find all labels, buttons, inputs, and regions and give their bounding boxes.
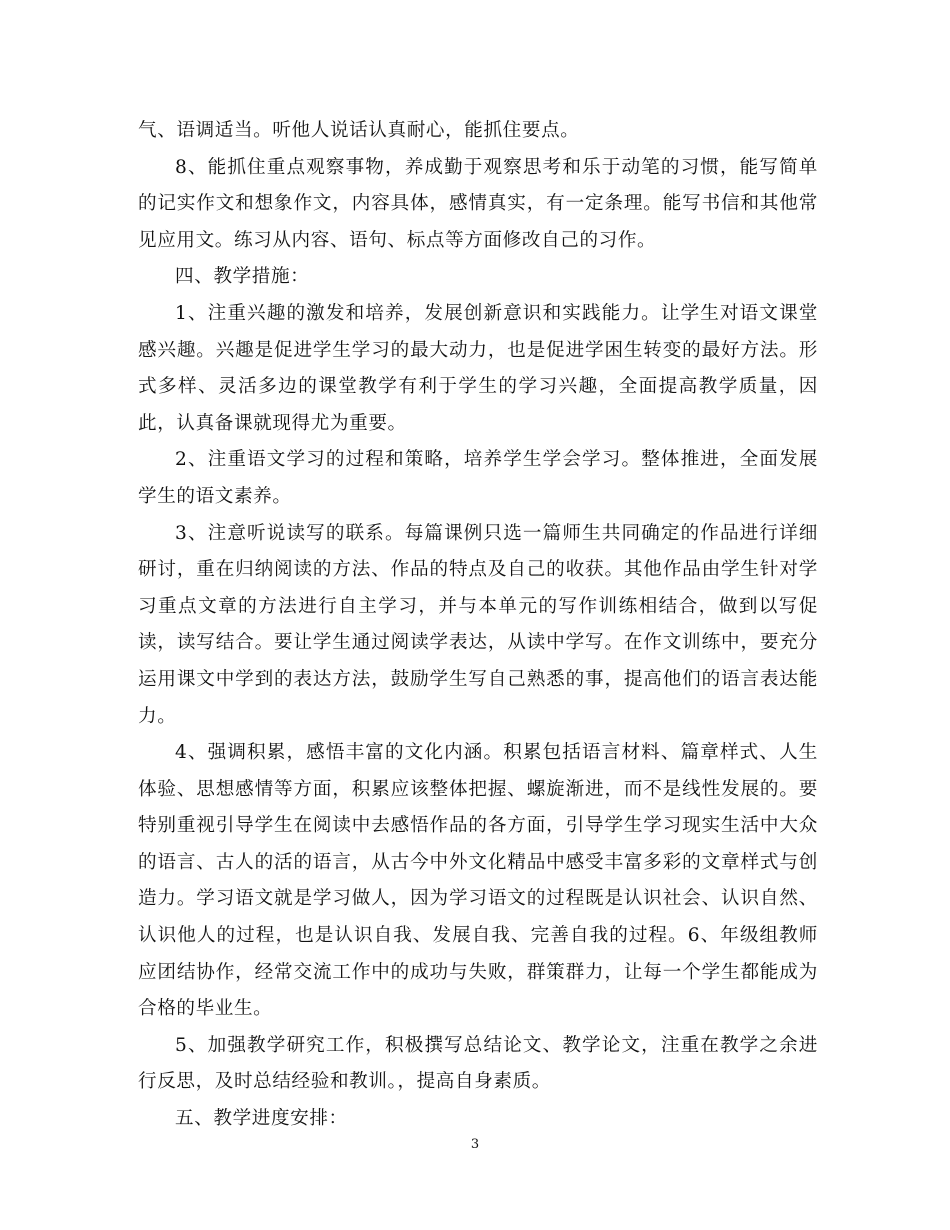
section-heading-teaching-schedule: 五、教学进度安排： [175,1108,348,1130]
paragraph-measure-5: 5、加强教学研究工作，积极撰写总结论文、教学论文，注重在教学之余进行反思，及时总结经验和教训。，提高自身素质。 [138,1034,818,1093]
document-body [138,113,818,1138]
paragraph-measure-3: 3、注意听说读写的联系。每篇课例只选一篇师生共同确定的作品进行详细研讨，重在归纳阅读的方法、作品的特点及自己的收获。其他作品由学生针对学习重点文章的方法进行自主学习，并与本单元的写作训练相结合，做到以写促读，读写结合。要让学生通过阅读学表达，从读中学写。在作文训练中，要充分运用课文中学到的表达方法，鼓励学生写自己熟悉的事，提高他们的语言表达能力。 [138,522,818,727]
paragraph-item-8: 8、能抓住重点观察事物，养成勤于观察思考和乐于动笔的习惯，能写简单的记实作文和想象作文，内容具体，感情真实，有一定条理。能写书信和其他常见应用文。练习从内容、语句、标点等方面修改自己的习作。 [138,156,818,251]
section-heading-teaching-measures: 四、教学措施： [175,266,310,288]
paragraph-measure-2: 2、注重语文学习的过程和策略，培养学生学会学习。整体推进，全面发展学生的语文素养。 [138,449,818,507]
paragraph-measure-4: 4、强调积累，感悟丰富的文化内涵。积累包括语言材料、篇章样式、人生体验、思想感情等方面，积累应该整体把握、螺旋渐进，而不是线性发展的。要特别重视引导学生在阅读中去感悟作品的各方面，引导学生学习现实生活中大众的语言、古人的活的语言，从古今中外文化精品中感受丰富多彩的文章样式与创造力。学习语文就是学习做人，因为学习语文的过程既是认识社会、认识自然、认识他人的过程，也是认识自我、发展自我、完善自我的过程。6、年级组教师应团结协作，经常交流工作中的成功与失败，群策群力，让每一个学生都能成为合格的毕业生。 [138,742,818,1020]
page-number: 3 [470,1137,480,1152]
paragraph-continuation: 气、语调适当。听他人说话认真耐心，能抓住要点。 [138,120,580,141]
paragraph-measure-1: 1、注重兴趣的激发和培养，发展创新意识和实践能力。让学生对语文课堂感兴趣。兴趣是促进学生学习的最大动力，也是促进学困生转变的最好方法。形式多样、灵活多边的课堂教学有利于学生的学习兴趣，全面提高教学质量，因此，认真备课就现得尤为重要。 [138,302,818,434]
